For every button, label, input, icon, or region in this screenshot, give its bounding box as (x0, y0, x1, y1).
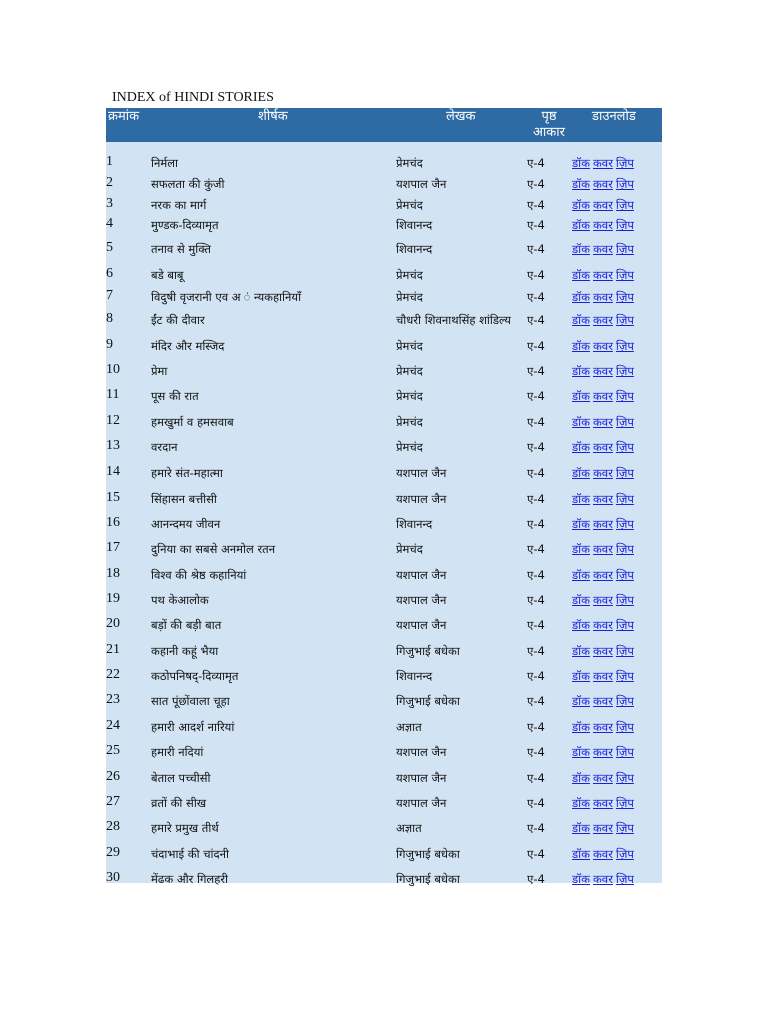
row-author: प्रेमचंद (396, 364, 423, 378)
row-downloads (572, 156, 637, 171)
post-link[interactable]: डॉक (572, 771, 590, 785)
row-title: सफलता की कुंजी (151, 177, 225, 191)
row-title: नरक का मार्ग (151, 198, 207, 212)
row-author: अज्ञात (396, 720, 422, 734)
row-downloads (572, 268, 637, 283)
zip-link[interactable]: ज़िप (615, 339, 634, 353)
row-num: 24 (106, 718, 120, 733)
cover-link[interactable]: कवर (592, 796, 613, 810)
row-num: 25 (106, 743, 120, 758)
post-link[interactable]: डॉक (572, 568, 590, 582)
post-link[interactable]: डॉक (572, 847, 590, 861)
row-title: ईंट की दीवार (151, 313, 205, 327)
row-downloads (572, 177, 637, 192)
row-title: सात पूंछोंवाला चूहा (151, 694, 230, 708)
row-downloads (572, 389, 637, 404)
cover-link[interactable]: कवर (592, 492, 613, 506)
row-downloads (572, 847, 637, 862)
header-size: पृष्ठ आकार (533, 109, 565, 140)
zip-link[interactable]: ज़िप (615, 720, 634, 734)
row-size: ए-4 (527, 517, 545, 531)
zip-link[interactable]: ज़िप (615, 517, 634, 531)
row-num: 13 (106, 438, 120, 453)
cover-link[interactable]: कवर (592, 821, 613, 835)
row-author: शिवानन्द (396, 218, 433, 232)
row-size: ए-4 (527, 313, 545, 327)
post-link[interactable]: डॉक (572, 542, 590, 556)
row-downloads (572, 198, 637, 213)
table-row (106, 489, 662, 509)
zip-link[interactable]: ज़िप (615, 644, 634, 658)
table-row (106, 361, 662, 381)
zip-link[interactable]: ज़िप (615, 694, 634, 708)
zip-link[interactable]: ज़िप (615, 542, 634, 556)
row-title: पूस की रात (151, 389, 199, 403)
row-num: 12 (106, 413, 120, 428)
row-author: गिजुभाई बधेका (396, 694, 460, 708)
post-link[interactable]: डॉक (572, 872, 590, 886)
row-downloads (572, 364, 637, 379)
post-link[interactable]: डॉक (572, 440, 590, 454)
row-downloads (572, 339, 637, 354)
post-link[interactable]: डॉक (572, 466, 590, 480)
row-downloads (572, 821, 637, 836)
row-size: ए-4 (527, 593, 545, 607)
row-author: यशपाल जैन (396, 177, 447, 191)
row-author: यशपाल जैन (396, 618, 447, 632)
row-author: शिवानन्द (396, 242, 433, 256)
zip-link[interactable]: ज़िप (615, 618, 634, 632)
table-row (106, 153, 662, 173)
row-title: चंदाभाई की चांदनी (151, 847, 229, 861)
row-author: यशपाल जैन (396, 568, 447, 582)
row-title: निर्मला (151, 156, 179, 170)
row-title: पथ केआलोक (151, 593, 209, 607)
table-row (106, 386, 662, 406)
cover-link[interactable]: कवर (592, 364, 613, 378)
row-author: यशपाल जैन (396, 745, 447, 759)
row-num: 11 (106, 387, 120, 402)
table-row (106, 844, 662, 864)
table-row (106, 717, 662, 737)
zip-link[interactable]: ज़िप (615, 156, 634, 170)
cover-link[interactable]: कवर (592, 644, 613, 658)
table-row (106, 463, 662, 483)
table-row (106, 641, 662, 661)
row-size: ए-4 (527, 415, 545, 429)
row-size: ए-4 (527, 720, 545, 734)
post-link[interactable]: डॉक (572, 796, 590, 810)
cover-link[interactable]: कवर (592, 242, 613, 256)
row-author: यशपाल जैन (396, 593, 447, 607)
row-title: मेंढक और गिलहरी (151, 872, 229, 886)
row-title: प्रेमा (151, 364, 168, 378)
row-num: 19 (106, 591, 120, 606)
table-row (106, 742, 662, 762)
table-row (106, 412, 662, 432)
table-row (106, 239, 662, 259)
row-downloads (572, 440, 637, 455)
row-author: गिजुभाई बधेका (396, 847, 460, 861)
row-size: ए-4 (527, 177, 545, 191)
cover-link[interactable]: कवर (592, 156, 613, 170)
cover-link[interactable]: कवर (592, 389, 613, 403)
row-num: 29 (106, 845, 120, 860)
cover-link[interactable]: कवर (592, 872, 613, 886)
row-num: 1 (106, 154, 113, 169)
row-num: 4 (106, 216, 113, 231)
row-num: 9 (106, 337, 113, 352)
row-size: ए-4 (527, 821, 545, 835)
row-author: गिजुभाई बधेका (396, 644, 460, 658)
row-author: गिजुभाई बधेका (396, 872, 460, 886)
table-row (106, 869, 662, 889)
row-author: यशपाल जैन (396, 771, 447, 785)
row-num: 23 (106, 692, 120, 707)
zip-link[interactable]: ज़िप (615, 198, 634, 212)
row-title: सिंहासन बत्तीसी (151, 492, 217, 506)
row-size: ए-4 (527, 290, 545, 304)
row-num: 17 (106, 540, 120, 555)
cover-link[interactable]: कवर (592, 415, 613, 429)
row-downloads (572, 771, 637, 786)
table-row (106, 336, 662, 356)
row-num: 15 (106, 490, 120, 505)
row-title: मुण्डक-दिव्यामृत (151, 218, 219, 232)
row-size: ए-4 (527, 218, 545, 232)
row-title: बडे बाबू (151, 268, 184, 282)
post-link[interactable]: डॉक (572, 593, 590, 607)
row-author: प्रेमचंद (396, 198, 423, 212)
row-num: 14 (106, 464, 120, 479)
post-link[interactable]: डॉक (572, 242, 590, 256)
row-num: 10 (106, 362, 120, 377)
row-downloads (572, 644, 637, 659)
post-link[interactable]: डॉक (572, 177, 590, 191)
table-row (106, 565, 662, 585)
row-downloads (572, 568, 637, 583)
row-size: ए-4 (527, 492, 545, 506)
row-author: शिवानन्द (396, 517, 433, 531)
table-row (106, 437, 662, 457)
post-link[interactable]: डॉक (572, 821, 590, 835)
cover-link[interactable]: कवर (592, 669, 613, 683)
row-title: हमारी नदियां (151, 745, 204, 759)
zip-link[interactable]: ज़िप (615, 466, 634, 480)
post-link[interactable]: डॉक (572, 720, 590, 734)
table-row (106, 818, 662, 838)
row-num: 5 (106, 240, 113, 255)
row-size: ए-4 (527, 339, 545, 353)
row-size: ए-4 (527, 644, 545, 658)
row-author: अज्ञात (396, 821, 422, 835)
table-row (106, 666, 662, 686)
zip-link[interactable]: ज़िप (615, 268, 634, 282)
row-title: कहानी कहूं भैया (151, 644, 219, 658)
row-downloads (572, 466, 637, 481)
post-link[interactable]: डॉक (572, 198, 590, 212)
zip-link[interactable]: ज़िप (615, 389, 634, 403)
row-author: प्रेमचंद (396, 290, 423, 304)
row-downloads (572, 872, 637, 887)
table-row (106, 514, 662, 534)
cover-link[interactable]: कवर (592, 290, 613, 304)
post-link[interactable]: डॉक (572, 517, 590, 531)
row-author: यशपाल जैन (396, 796, 447, 810)
row-num: 3 (106, 196, 113, 211)
row-downloads (572, 593, 637, 608)
post-link[interactable]: डॉक (572, 415, 590, 429)
row-title: हमारे प्रमुख तीर्थ (151, 821, 219, 835)
post-link[interactable]: डॉक (572, 618, 590, 632)
row-downloads (572, 290, 637, 305)
cover-link[interactable]: कवर (592, 517, 613, 531)
cover-link[interactable]: कवर (592, 771, 613, 785)
row-size: ए-4 (527, 669, 545, 683)
cover-link[interactable]: कवर (592, 593, 613, 607)
row-num: 20 (106, 616, 120, 631)
zip-link[interactable]: ज़िप (615, 290, 634, 304)
post-link[interactable]: डॉक (572, 389, 590, 403)
row-num: 16 (106, 515, 120, 530)
row-size: ए-4 (527, 618, 545, 632)
cover-link[interactable]: कवर (592, 694, 613, 708)
row-author: प्रेमचंद (396, 440, 423, 454)
row-title: वरदान (151, 440, 178, 454)
post-link[interactable]: डॉक (572, 156, 590, 170)
row-num: 30 (106, 870, 120, 885)
zip-link[interactable]: ज़िप (615, 242, 634, 256)
stories-table (106, 108, 662, 886)
row-downloads (572, 242, 637, 257)
post-link[interactable]: डॉक (572, 669, 590, 683)
row-title: कठोपनिषद्-दिव्यामृत (151, 669, 239, 683)
table-row (106, 287, 662, 307)
row-size: ए-4 (527, 156, 545, 170)
row-downloads (572, 517, 637, 532)
row-size: ए-4 (527, 568, 545, 582)
zip-link[interactable]: ज़िप (615, 821, 634, 835)
header-num: क्रमांक (108, 109, 140, 124)
cover-link[interactable]: कवर (592, 618, 613, 632)
row-size: ए-4 (527, 364, 545, 378)
zip-link[interactable]: ज़िप (615, 440, 634, 454)
cover-link[interactable]: कवर (592, 177, 613, 191)
row-num: 28 (106, 819, 120, 834)
cover-link[interactable]: कवर (592, 847, 613, 861)
row-size: ए-4 (527, 389, 545, 403)
table-row (106, 793, 662, 813)
zip-link[interactable]: ज़िप (615, 771, 634, 785)
post-link[interactable]: डॉक (572, 644, 590, 658)
cover-link[interactable]: कवर (592, 198, 613, 212)
cover-link[interactable]: कवर (592, 466, 613, 480)
post-link[interactable]: डॉक (572, 745, 590, 759)
cover-link[interactable]: कवर (592, 218, 613, 232)
row-title: आनन्दमय जीवन (151, 517, 221, 531)
row-title: विदुषी वृजरानी एव अ ं न्यकहानियाँ (151, 290, 302, 304)
table-row (106, 310, 662, 330)
row-title: बेताल पच्चीसी (151, 771, 211, 785)
row-downloads (572, 218, 637, 233)
post-link[interactable]: डॉक (572, 364, 590, 378)
row-title: हमारे संत-महात्मा (151, 466, 223, 480)
table-row (106, 691, 662, 711)
post-link[interactable]: डॉक (572, 492, 590, 506)
row-num: 21 (106, 642, 120, 657)
cover-link[interactable]: कवर (592, 440, 613, 454)
post-link[interactable]: डॉक (572, 218, 590, 232)
header-author: लेखक (446, 109, 476, 124)
row-title: विश्व की श्रेष्ठ कहानियां (151, 568, 247, 582)
zip-link[interactable]: ज़िप (615, 796, 634, 810)
row-downloads (572, 745, 637, 760)
cover-link[interactable]: कवर (592, 339, 613, 353)
page-title: INDEX of HINDI STORIES (112, 90, 274, 105)
zip-link[interactable]: ज़िप (615, 847, 634, 861)
row-author: यशपाल जैन (396, 492, 447, 506)
row-downloads (572, 694, 637, 709)
row-size: ए-4 (527, 847, 545, 861)
table-row (106, 615, 662, 635)
row-num: 8 (106, 311, 113, 326)
row-size: ए-4 (527, 745, 545, 759)
row-size: ए-4 (527, 268, 545, 282)
row-num: 18 (106, 566, 120, 581)
row-author: यशपाल जैन (396, 466, 447, 480)
row-num: 22 (106, 667, 120, 682)
row-num: 2 (106, 175, 113, 190)
table-row (106, 174, 662, 194)
row-num: 27 (106, 794, 120, 809)
table-row (106, 539, 662, 559)
row-title: हमखुर्मा व हमसवाब (151, 415, 234, 429)
zip-link[interactable]: ज़िप (615, 669, 634, 683)
row-size: ए-4 (527, 440, 545, 454)
row-downloads (572, 796, 637, 811)
row-title: हमारी आदर्श नारियां (151, 720, 235, 734)
row-title: बड़ों की बड़ी बात (151, 618, 222, 632)
row-author: प्रेमचंद (396, 268, 423, 282)
cover-link[interactable]: कवर (592, 313, 613, 327)
table-row (106, 195, 662, 215)
zip-link[interactable]: ज़िप (615, 593, 634, 607)
row-downloads (572, 313, 637, 328)
zip-link[interactable]: ज़िप (615, 177, 634, 191)
row-size: ए-4 (527, 242, 545, 256)
cover-link[interactable]: कवर (592, 745, 613, 759)
row-author: प्रेमचंद (396, 415, 423, 429)
row-downloads (572, 669, 637, 684)
row-size: ए-4 (527, 872, 545, 886)
zip-link[interactable]: ज़िप (615, 218, 634, 232)
row-title: तनाव से मुक्ति (151, 242, 211, 256)
zip-link[interactable]: ज़िप (615, 415, 634, 429)
table-row (106, 768, 662, 788)
row-title: दुनिया का सबसे अनमोल रतन (151, 542, 276, 556)
zip-link[interactable]: ज़िप (615, 872, 634, 886)
row-downloads (572, 720, 637, 735)
table-row (106, 265, 662, 285)
row-size: ए-4 (527, 694, 545, 708)
row-downloads (572, 542, 637, 557)
table-row (106, 215, 662, 235)
post-link[interactable]: डॉक (572, 694, 590, 708)
zip-link[interactable]: ज़िप (615, 568, 634, 582)
row-size: ए-4 (527, 198, 545, 212)
row-num: 6 (106, 266, 113, 281)
row-author: शिवानन्द (396, 669, 433, 683)
zip-link[interactable]: ज़िप (615, 745, 634, 759)
cover-link[interactable]: कवर (592, 568, 613, 582)
table-header (106, 108, 662, 142)
row-author: प्रेमचंद (396, 389, 423, 403)
row-author: प्रेमचंद (396, 542, 423, 556)
row-size: ए-4 (527, 466, 545, 480)
header-title: शीर्षक (258, 109, 288, 124)
row-title: व्रतों की सीख (151, 796, 207, 810)
row-size: ए-4 (527, 771, 545, 785)
row-num: 26 (106, 769, 120, 784)
row-title: मंदिर और मस्जिद (151, 339, 225, 353)
post-link[interactable]: डॉक (572, 290, 590, 304)
row-downloads (572, 492, 637, 507)
row-author: चौधरी शिवनाथसिंह शांडिल्य (396, 313, 511, 327)
row-size: ए-4 (527, 542, 545, 556)
row-downloads (572, 415, 637, 430)
post-link[interactable]: डॉक (572, 268, 590, 282)
post-link[interactable]: डॉक (572, 313, 590, 327)
cover-link[interactable]: कवर (592, 542, 613, 556)
row-author: प्रेमचंद (396, 339, 423, 353)
row-author: प्रेमचंद (396, 156, 423, 170)
zip-link[interactable]: ज़िप (615, 492, 634, 506)
zip-link[interactable]: ज़िप (615, 364, 634, 378)
row-downloads (572, 618, 637, 633)
cover-link[interactable]: कवर (592, 268, 613, 282)
zip-link[interactable]: ज़िप (615, 313, 634, 327)
cover-link[interactable]: कवर (592, 720, 613, 734)
row-size: ए-4 (527, 796, 545, 810)
row-num: 7 (106, 288, 113, 303)
post-link[interactable]: डॉक (572, 339, 590, 353)
header-download: डाउनलोड (592, 109, 636, 124)
table-row (106, 590, 662, 610)
